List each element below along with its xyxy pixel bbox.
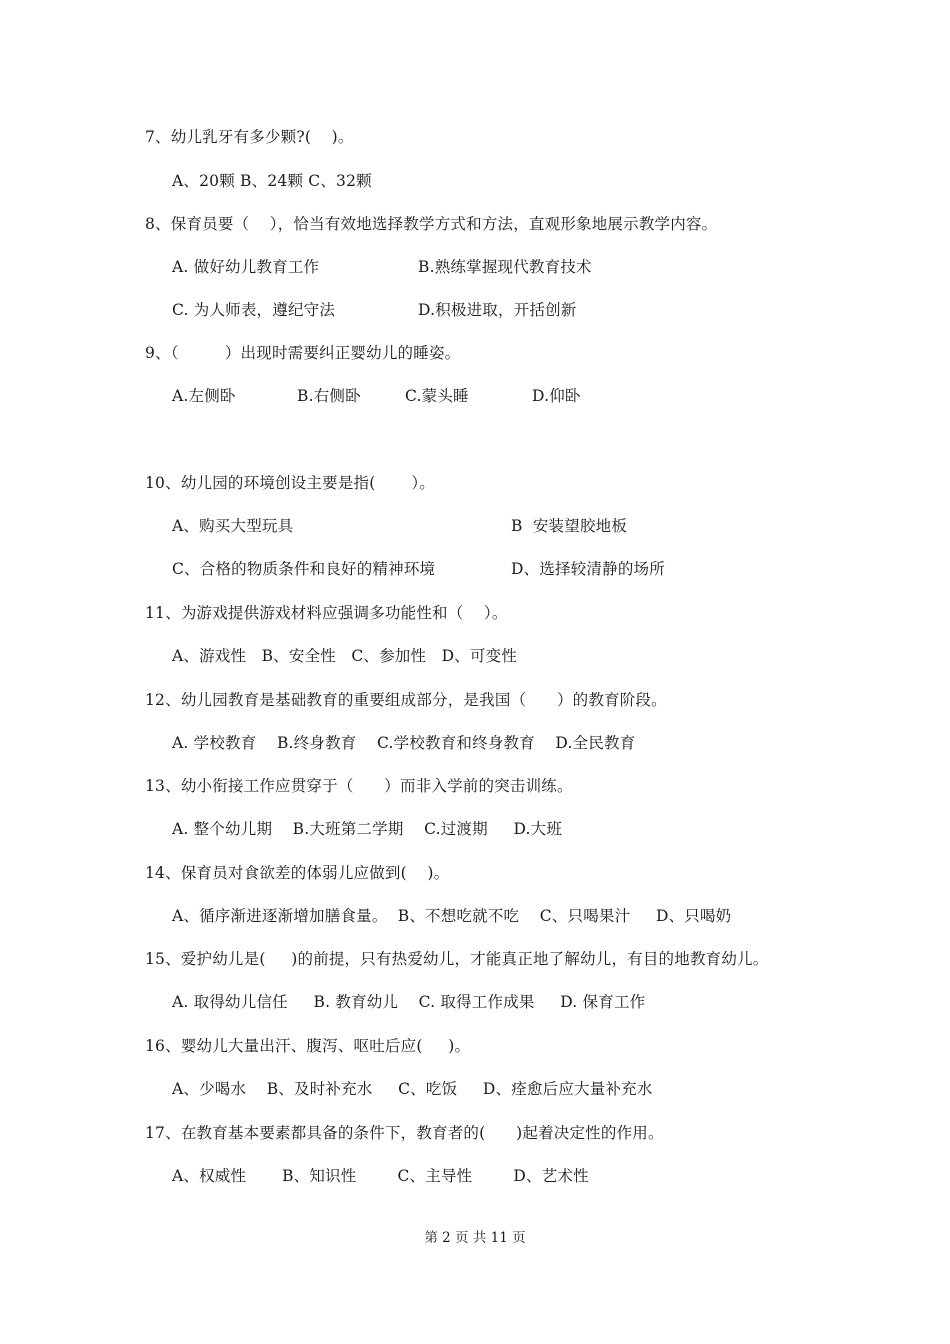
question-14-options: A、循序渐进逐渐增加膳食量。 B、不想吃就不吃 C、只喝果汁 D、只喝奶 [172,907,732,925]
question-10-option-b: B 安装望胶地板 [511,517,628,535]
question-8-stem: 8、保育员要（ ），恰当有效地选择教学方式和方法，直观形象地展示教学内容。 [145,215,718,233]
question-8-option-c: C. 为人师表，遵纪守法 [172,301,336,319]
question-8-option-b: B.熟练掌握现代教育技术 [418,258,592,276]
question-11-options: A、游戏性 B、安全性 C、参加性 D、可变性 [172,647,518,665]
question-17-stem: 17、在教育基本要素都具备的条件下，教育者的( )起着决定性的作用。 [145,1124,664,1142]
question-9-option-a: A.左侧卧 [172,387,236,405]
question-9-option-d: D.仰卧 [532,387,581,405]
question-9-option-c: C.蒙头睡 [405,387,469,405]
question-7-options: A、20颗 B、24颗 C、32颗 [172,172,372,190]
question-15-stem: 15、爱护幼儿是( )的前提，只有热爱幼儿，才能真正地了解幼儿，有目的地教育幼儿。 [145,950,769,968]
question-10-option-d: D、选择较清静的场所 [511,560,665,578]
question-13-stem: 13、幼小衔接工作应贯穿于（ ）而非入学前的突击训练。 [145,777,573,795]
question-16-stem: 16、婴幼儿大量出汗、腹泻、呕吐后应( )。 [145,1037,471,1055]
question-13-options: A. 整个幼儿期 B.大班第二学期 C.过渡期 D.大班 [172,820,563,838]
question-15-options: A. 取得幼儿信任 B. 教育幼儿 C. 取得工作成果 D. 保育工作 [172,993,646,1011]
question-17-options: A、权威性 B、知识性 C、主导性 D、艺术性 [172,1167,589,1185]
question-10-stem: 10、幼儿园的环境创设主要是指( ）。 [145,474,436,492]
question-7-stem: 7、幼儿乳牙有多少颗?( )。 [145,128,354,146]
question-14-stem: 14、保育员对食欲差的体弱儿应做到( )。 [145,864,450,882]
question-16-options: A、少喝水 B、及时补充水 C、吃饭 D、痊愈后应大量补充水 [172,1080,653,1098]
question-12-options: A. 学校教育 B.终身教育 C.学校教育和终身教育 D.全民教育 [172,734,636,752]
question-8-option-a: A. 做好幼儿教育工作 [172,258,320,276]
question-11-stem: 11、为游戏提供游戏材料应强调多功能性和（ ）。 [145,604,508,622]
question-12-stem: 12、幼儿园教育是基础教育的重要组成部分，是我国（ ）的教育阶段。 [145,691,667,709]
question-9-stem: 9、（ ）出现时需要纠正婴幼儿的睡姿。 [145,344,461,362]
question-9-option-b: B.右侧卧 [297,387,361,405]
question-10-option-c: C、合格的物质条件和良好的精神环境 [172,560,436,578]
question-10-option-a: A、购买大型玩具 [172,517,294,535]
question-8-option-d: D.积极进取，开括创新 [418,301,577,319]
page-number-footer: 第 2 页 共 11 页 [424,1230,526,1246]
